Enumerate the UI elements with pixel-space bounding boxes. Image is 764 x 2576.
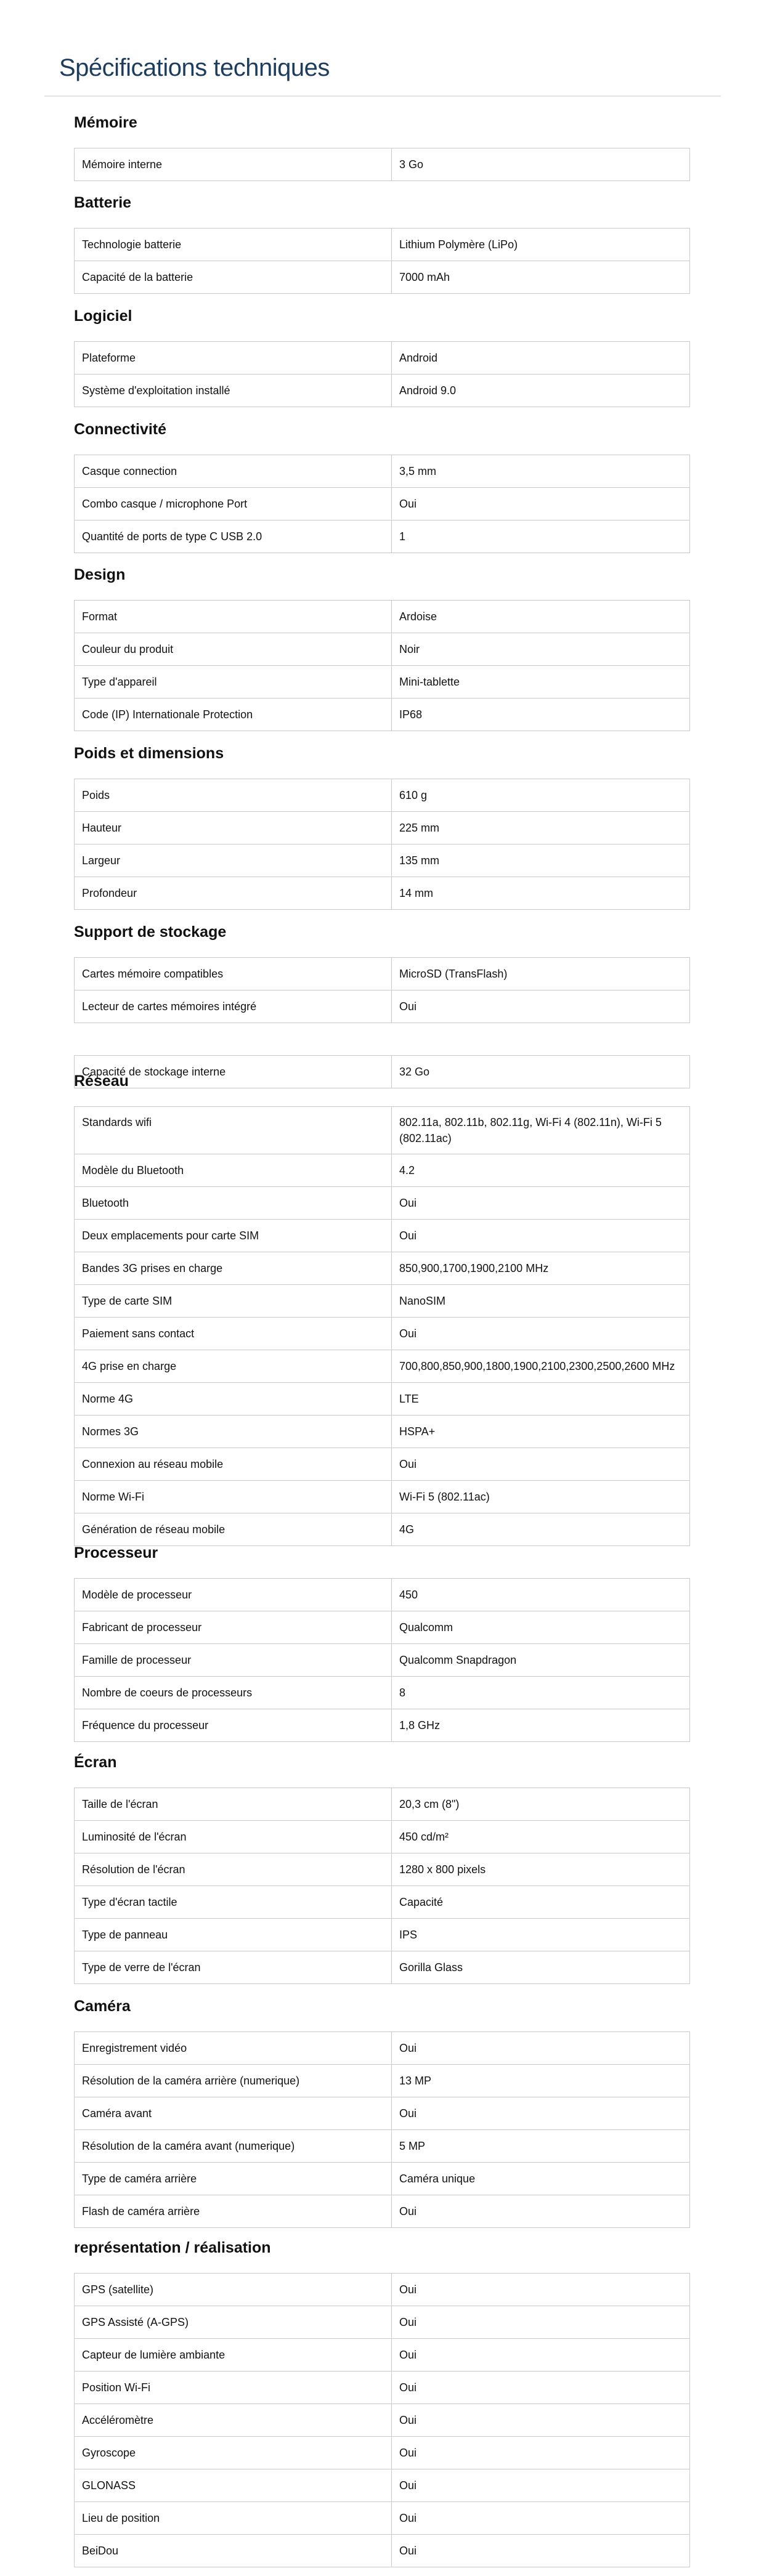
spec-table <box>74 1788 690 1984</box>
spec-table <box>74 779 690 910</box>
spec-value: Oui <box>392 2371 690 2404</box>
spec-value: 1,8 GHz <box>392 1709 690 1742</box>
spec-label: Cartes mémoire compatibles <box>75 958 392 990</box>
spec-row <box>75 1821 690 1853</box>
section-heading: Écran <box>74 1754 117 1771</box>
spec-value: Oui <box>392 2404 690 2437</box>
spec-section <box>74 2237 690 2567</box>
spec-section <box>74 112 690 181</box>
spec-label: GPS (satellite) <box>75 2274 392 2306</box>
spec-label: Modèle de processeur <box>75 1579 392 1611</box>
spec-value: 610 g <box>392 779 690 812</box>
spec-label: Lecteur de cartes mémoires intégré <box>75 990 392 1023</box>
spec-section <box>74 419 690 553</box>
spec-table <box>74 228 690 294</box>
row-spacer <box>75 1023 690 1056</box>
spec-label: BeiDou <box>75 2535 392 2567</box>
spec-label: Résolution de l'écran <box>75 1853 392 1886</box>
spec-value: 4.2 <box>392 1154 690 1187</box>
spec-row <box>75 877 690 910</box>
spec-row <box>75 342 690 375</box>
spec-row <box>75 958 690 990</box>
spec-row <box>75 1709 690 1742</box>
spec-row <box>75 2371 690 2404</box>
spec-label: Type de panneau <box>75 1919 392 1951</box>
spec-row <box>75 2195 690 2228</box>
spec-row <box>75 261 690 294</box>
spec-label: Type d'appareil <box>75 666 392 699</box>
spec-label: Deux emplacements pour carte SIM <box>75 1220 392 1252</box>
spec-label: Gyroscope <box>75 2437 392 2469</box>
spec-section <box>74 306 690 407</box>
spec-value: Oui <box>392 2032 690 2065</box>
spec-value: Mini-tablette <box>392 666 690 699</box>
spec-row <box>75 1677 690 1709</box>
section-heading: Logiciel <box>74 307 132 325</box>
spec-value: Oui <box>392 2097 690 2130</box>
spec-table <box>74 341 690 407</box>
spec-row <box>75 1107 690 1154</box>
spec-value: Ardoise <box>392 601 690 633</box>
spec-value: IP68 <box>392 699 690 731</box>
spec-label: Largeur <box>75 844 392 877</box>
spec-value: NanoSIM <box>392 1285 690 1318</box>
spec-value: Oui <box>392 2306 690 2339</box>
spec-label: Capteur de lumière ambiante <box>75 2339 392 2371</box>
spec-label: Norme Wi-Fi <box>75 1481 392 1513</box>
spec-row <box>75 666 690 699</box>
spec-table <box>74 148 690 181</box>
spec-value: Qualcomm <box>392 1611 690 1644</box>
spec-value: Oui <box>392 488 690 520</box>
spec-value: 700,800,850,900,1800,1900,2100,2300,2500,2600 MHz <box>392 1350 690 1383</box>
row-spacer-cell <box>75 1023 690 1056</box>
spec-value: 7000 mAh <box>392 261 690 294</box>
spec-label: Combo casque / microphone Port <box>75 488 392 520</box>
spec-label: Fabricant de processeur <box>75 1611 392 1644</box>
spec-section <box>74 1752 690 1984</box>
spec-label: Résolution de la caméra arrière (numerique) <box>75 2065 392 2097</box>
spec-label: Génération de réseau mobile <box>75 1513 392 1546</box>
spec-value: 850,900,1700,1900,2100 MHz <box>392 1252 690 1285</box>
spec-value: Oui <box>392 2502 690 2535</box>
spec-row <box>75 455 690 488</box>
spec-label: Hauteur <box>75 812 392 844</box>
spec-value: 135 mm <box>392 844 690 877</box>
spec-row <box>75 520 690 553</box>
spec-value: Oui <box>392 1448 690 1481</box>
spec-value: 3 Go <box>392 148 690 181</box>
spec-row <box>75 2097 690 2130</box>
spec-value: Noir <box>392 633 690 666</box>
spec-row <box>75 1220 690 1252</box>
spec-value: Oui <box>392 1220 690 1252</box>
spec-section <box>74 192 690 294</box>
spec-value: 802.11a, 802.11b, 802.11g, Wi-Fi 4 (802.11n), Wi-Fi 5 (802.11ac) <box>392 1107 690 1154</box>
spec-label: Norme 4G <box>75 1383 392 1416</box>
spec-table <box>74 1106 690 1546</box>
spec-row <box>75 2339 690 2371</box>
spec-row <box>75 2404 690 2437</box>
spec-value: 32 Go <box>392 1056 690 1088</box>
spec-row <box>75 375 690 407</box>
spec-label: Système d'exploitation installé <box>75 375 392 407</box>
spec-row <box>75 229 690 261</box>
spec-label: Résolution de la caméra avant (numerique) <box>75 2130 392 2163</box>
spec-value: 1 <box>392 520 690 553</box>
spec-row <box>75 1644 690 1677</box>
section-heading: Connectivité <box>74 421 167 438</box>
spec-row <box>75 1448 690 1481</box>
spec-row <box>75 2502 690 2535</box>
spec-row <box>75 2274 690 2306</box>
spec-label: Fréquence du processeur <box>75 1709 392 1742</box>
spec-value: Oui <box>392 2339 690 2371</box>
section-heading: Support de stockage <box>74 923 227 941</box>
spec-value: LTE <box>392 1383 690 1416</box>
spec-label: Quantité de ports de type C USB 2.0 <box>75 520 392 553</box>
spec-row <box>75 148 690 181</box>
spec-label: Couleur du produit <box>75 633 392 666</box>
section-heading: Mémoire <box>74 114 137 131</box>
page-title: Spécifications techniques <box>59 54 330 81</box>
spec-row <box>75 1886 690 1919</box>
spec-label: Type de caméra arrière <box>75 2163 392 2195</box>
spec-section <box>74 1996 690 2228</box>
spec-value: 20,3 cm (8") <box>392 1788 690 1821</box>
spec-label: GPS Assisté (A-GPS) <box>75 2306 392 2339</box>
spec-value: Android 9.0 <box>392 375 690 407</box>
spec-value: Oui <box>392 2195 690 2228</box>
spec-label: Bluetooth <box>75 1187 392 1220</box>
spec-value: 450 cd/m² <box>392 1821 690 1853</box>
spec-label: Caméra avant <box>75 2097 392 2130</box>
spec-label: Capacité de la batterie <box>75 261 392 294</box>
spec-value: Gorilla Glass <box>392 1951 690 1984</box>
spec-row <box>75 2306 690 2339</box>
spec-value: Oui <box>392 1318 690 1350</box>
spec-row <box>75 1481 690 1513</box>
spec-row <box>75 844 690 877</box>
spec-table <box>74 455 690 553</box>
spec-value: HSPA+ <box>392 1416 690 1448</box>
spec-row <box>75 779 690 812</box>
spec-row <box>75 1383 690 1416</box>
spec-value: 450 <box>392 1579 690 1611</box>
spec-label: Casque connection <box>75 455 392 488</box>
spec-table <box>74 2031 690 2228</box>
section-heading: Poids et dimensions <box>74 745 224 762</box>
spec-value: Lithium Polymère (LiPo) <box>392 229 690 261</box>
spec-row <box>75 2163 690 2195</box>
spec-value: 8 <box>392 1677 690 1709</box>
spec-section <box>74 1542 690 1742</box>
section-heading: Réseau <box>74 1072 129 1090</box>
spec-label: Capacité de stockage interne <box>75 1056 392 1088</box>
spec-value: 5 MP <box>392 2130 690 2163</box>
spec-value: 13 MP <box>392 2065 690 2097</box>
spec-row <box>75 488 690 520</box>
spec-value: Oui <box>392 990 690 1023</box>
spec-value: Oui <box>392 2469 690 2502</box>
spec-row <box>75 990 690 1023</box>
spec-row <box>75 2469 690 2502</box>
spec-label: Type d'écran tactile <box>75 1886 392 1919</box>
spec-label: Format <box>75 601 392 633</box>
spec-row <box>75 812 690 844</box>
spec-section <box>74 921 690 1088</box>
spec-row <box>75 1513 690 1546</box>
spec-label: Technologie batterie <box>75 229 392 261</box>
spec-label: Flash de caméra arrière <box>75 2195 392 2228</box>
spec-row <box>75 1919 690 1951</box>
spec-row <box>75 1187 690 1220</box>
spec-label: Accéléromètre <box>75 2404 392 2437</box>
spec-value: 3,5 mm <box>392 455 690 488</box>
spec-value: 4G <box>392 1513 690 1546</box>
spec-row <box>75 1579 690 1611</box>
spec-value: 1280 x 800 pixels <box>392 1853 690 1886</box>
spec-label: Enregistrement vidéo <box>75 2032 392 2065</box>
spec-label: Poids <box>75 779 392 812</box>
spec-label: Paiement sans contact <box>75 1318 392 1350</box>
spec-label: Code (IP) Internationale Protection <box>75 699 392 731</box>
spec-section <box>74 743 690 910</box>
spec-value: Capacité <box>392 1886 690 1919</box>
spec-label: Lieu de position <box>75 2502 392 2535</box>
spec-value: Android <box>392 342 690 375</box>
spec-label: Taille de l'écran <box>75 1788 392 1821</box>
spec-label: Profondeur <box>75 877 392 910</box>
spec-row <box>75 2130 690 2163</box>
spec-table <box>74 957 690 1088</box>
spec-value: MicroSD (TransFlash) <box>392 958 690 990</box>
spec-row <box>75 2535 690 2567</box>
spec-label: Mémoire interne <box>75 148 392 181</box>
title-divider <box>44 95 721 97</box>
spec-row <box>75 2065 690 2097</box>
spec-label: 4G prise en charge <box>75 1350 392 1383</box>
spec-row <box>75 1853 690 1886</box>
section-heading: Processeur <box>74 1544 158 1561</box>
spec-row <box>75 601 690 633</box>
spec-table <box>74 600 690 731</box>
spec-value: Caméra unique <box>392 2163 690 2195</box>
spec-row <box>75 1611 690 1644</box>
spec-label: Type de carte SIM <box>75 1285 392 1318</box>
spec-row <box>75 1285 690 1318</box>
spec-value: Oui <box>392 2274 690 2306</box>
spec-label: Bandes 3G prises en charge <box>75 1252 392 1285</box>
spec-value: 225 mm <box>392 812 690 844</box>
spec-row <box>75 1252 690 1285</box>
spec-label: Famille de processeur <box>75 1644 392 1677</box>
spec-label: Luminosité de l'écran <box>75 1821 392 1853</box>
spec-section <box>74 564 690 731</box>
section-heading: représentation / réalisation <box>74 2239 271 2256</box>
spec-label: Position Wi-Fi <box>75 2371 392 2404</box>
spec-value: Oui <box>392 2437 690 2469</box>
spec-row <box>75 2437 690 2469</box>
spec-row <box>75 1416 690 1448</box>
spec-label: GLONASS <box>75 2469 392 2502</box>
spec-value: Qualcomm Snapdragon <box>392 1644 690 1677</box>
spec-row <box>75 633 690 666</box>
section-heading: Design <box>74 566 126 583</box>
spec-row <box>75 1788 690 1821</box>
spec-label: Normes 3G <box>75 1416 392 1448</box>
spec-value: 14 mm <box>392 877 690 910</box>
spec-value: Oui <box>392 1187 690 1220</box>
spec-row <box>75 1154 690 1187</box>
spec-label: Standards wifi <box>75 1107 392 1154</box>
spec-row <box>75 699 690 731</box>
spec-value: Oui <box>392 2535 690 2567</box>
spec-label: Connexion au réseau mobile <box>75 1448 392 1481</box>
spec-label: Nombre de coeurs de processeurs <box>75 1677 392 1709</box>
spec-label: Plateforme <box>75 342 392 375</box>
section-heading: Batterie <box>74 194 132 211</box>
spec-table <box>74 1578 690 1742</box>
spec-section <box>74 1071 690 1546</box>
spec-value: Wi-Fi 5 (802.11ac) <box>392 1481 690 1513</box>
spec-table <box>74 2273 690 2567</box>
spec-row <box>75 1318 690 1350</box>
spec-row <box>75 2032 690 2065</box>
spec-row <box>75 1350 690 1383</box>
spec-label: Modèle du Bluetooth <box>75 1154 392 1187</box>
section-heading: Caméra <box>74 1998 131 2015</box>
spec-value: IPS <box>392 1919 690 1951</box>
spec-label: Type de verre de l'écran <box>75 1951 392 1984</box>
spec-row <box>75 1951 690 1984</box>
